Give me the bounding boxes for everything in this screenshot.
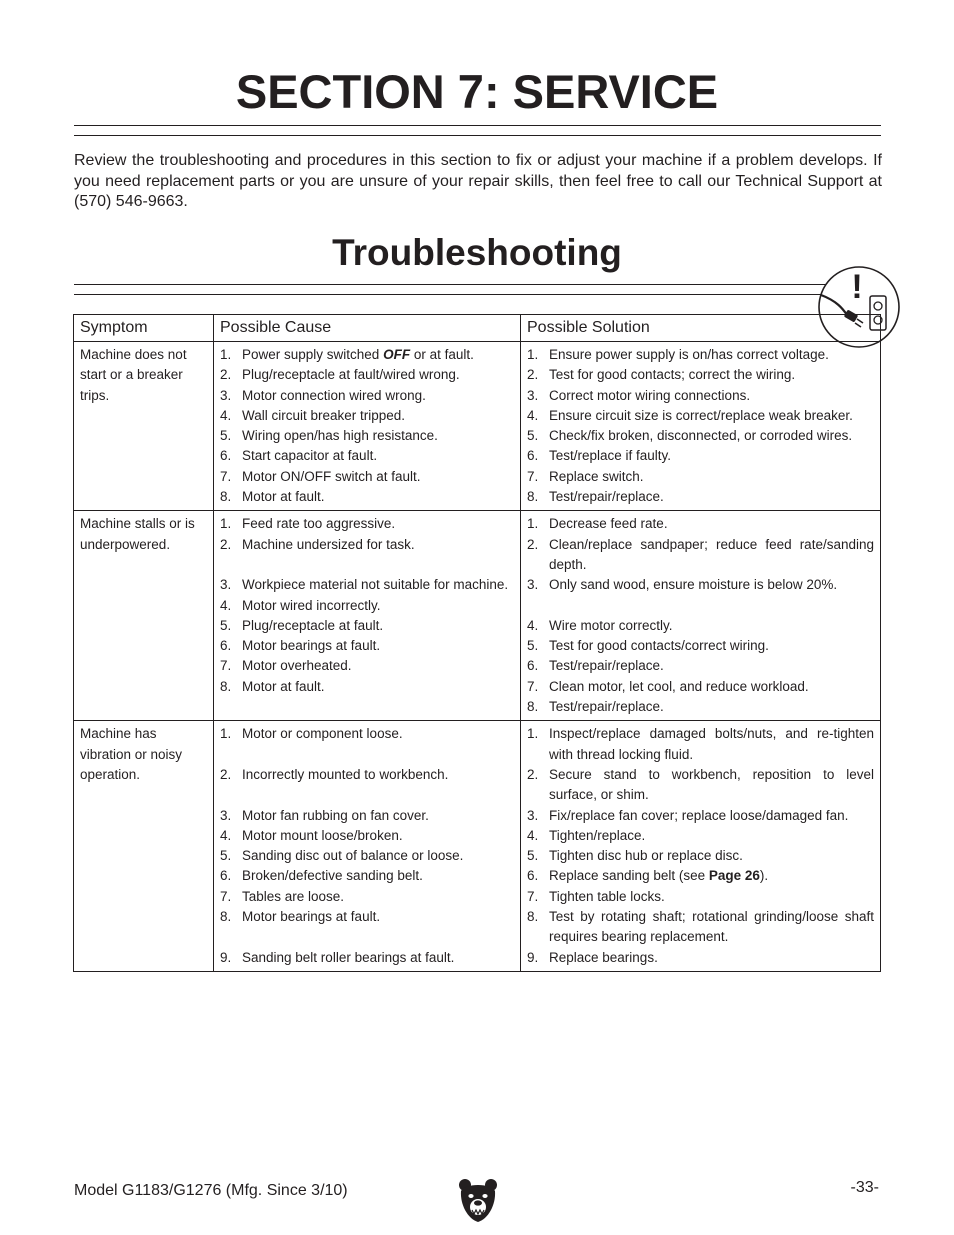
list-item	[220, 948, 514, 968]
section-rule-lower	[74, 135, 881, 136]
item-number: 2.	[220, 766, 232, 782]
item-text	[242, 616, 514, 636]
item-text	[549, 765, 874, 806]
item-text-part: Test/repair/replace.	[549, 658, 664, 674]
list-item	[527, 948, 874, 968]
item-text-part: Motor or component loose.	[242, 726, 403, 742]
item-text	[549, 656, 874, 676]
item-text	[242, 765, 514, 806]
item-text	[549, 386, 874, 406]
item-text-part: Test/repair/replace.	[549, 699, 664, 715]
page-reference: Page 26	[708, 868, 760, 884]
item-text	[549, 846, 874, 866]
item-number: 7.	[220, 658, 232, 674]
header-possible-cause: Possible Cause	[214, 315, 521, 342]
item-number: 5.	[527, 428, 539, 444]
item-number: 4.	[527, 617, 539, 633]
list-item	[527, 406, 874, 426]
item-number: 4.	[220, 827, 232, 843]
list-item	[527, 826, 874, 846]
solution-cell	[521, 511, 881, 721]
item-number: 1.	[527, 516, 539, 532]
item-text-part: Replace sanding belt (see	[549, 868, 709, 884]
list-item	[527, 806, 874, 826]
item-text	[242, 948, 514, 968]
item-text	[549, 345, 874, 365]
item-number: 3.	[220, 807, 232, 823]
item-text-part: ).	[759, 868, 769, 884]
section-rule	[74, 125, 881, 126]
list-item	[527, 345, 874, 365]
item-text	[549, 426, 874, 446]
item-number: 8.	[220, 489, 232, 505]
item-number: 2.	[527, 367, 539, 383]
item-text-part: Correct motor wiring connections.	[549, 387, 751, 403]
footer-model: Model G1183/G1276 (Mfg. Since 3/10)	[74, 1182, 348, 1199]
list-item	[527, 765, 874, 806]
section-title: SECTION 7: SERVICE	[235, 65, 719, 118]
list-item	[220, 386, 514, 406]
item-text	[549, 677, 874, 697]
item-text-part: Incorrectly mounted to workbench.	[242, 766, 449, 782]
item-text-part: Inspect/replace damaged bolts/nuts, and re-tighten with thread locking fluid.	[549, 726, 874, 762]
list-item	[220, 826, 514, 846]
list-item	[220, 487, 514, 507]
item-text-part: Motor connection wired wrong.	[242, 387, 426, 403]
cause-list	[220, 514, 514, 697]
list-item	[220, 446, 514, 466]
item-number: 2.	[220, 367, 232, 383]
item-number: 3.	[527, 807, 539, 823]
item-text	[242, 446, 514, 466]
item-number: 7.	[220, 468, 232, 484]
item-text	[549, 948, 874, 968]
item-text-part: Test by rotating shaft; rotational grinding/loose shaft requires bearing replacement.	[549, 909, 874, 945]
item-text	[549, 514, 874, 534]
item-number: 3.	[527, 577, 539, 593]
item-number: 7.	[220, 888, 232, 904]
item-text-part: Power supply switched	[242, 347, 384, 362]
item-number: 6.	[527, 448, 539, 464]
item-text	[242, 575, 514, 595]
cause-list	[220, 724, 514, 968]
item-number: 5.	[220, 848, 232, 864]
item-text	[242, 514, 514, 534]
symptom-cell: Machine has vibration or noisy operation.	[74, 721, 214, 972]
troubleshooting-title: Troubleshooting	[332, 232, 622, 273]
list-item	[220, 866, 514, 886]
item-text	[242, 724, 514, 765]
list-item	[527, 386, 874, 406]
troubleshooting-rule	[74, 284, 832, 285]
item-text-part: Motor overheated.	[242, 658, 352, 674]
list-item	[527, 446, 874, 466]
list-item	[527, 677, 874, 697]
item-number: 4.	[220, 597, 232, 613]
item-text	[242, 386, 514, 406]
footer-page-number: -33-	[850, 1179, 879, 1196]
item-number: 1.	[220, 726, 232, 742]
item-text	[549, 446, 874, 466]
item-text	[242, 365, 514, 385]
item-number: 3.	[220, 387, 232, 403]
item-number: 1.	[220, 347, 232, 362]
item-text-part: Test/repair/replace.	[549, 489, 664, 505]
item-text	[242, 826, 514, 846]
item-text-part: Motor fan rubbing on fan cover.	[242, 807, 429, 823]
solution-list	[527, 724, 874, 968]
item-text-part: Wall circuit breaker tripped.	[242, 407, 406, 423]
cause-cell	[214, 342, 521, 511]
list-item	[220, 806, 514, 826]
item-text-part: Decrease feed rate.	[549, 516, 668, 532]
list-item	[527, 636, 874, 656]
list-item	[220, 345, 514, 365]
item-number: 8.	[220, 678, 232, 694]
list-item	[527, 365, 874, 385]
list-item	[220, 846, 514, 866]
item-text-part: Motor at fault.	[242, 678, 325, 694]
item-number: 7.	[527, 888, 539, 904]
item-number: 6.	[220, 868, 232, 884]
item-text-part: Secure stand to workbench, reposition to level surface, or shim.	[549, 766, 874, 803]
item-number: 8.	[527, 699, 539, 715]
troubleshooting-table	[73, 314, 881, 972]
item-number: 1.	[527, 347, 539, 362]
symptom-cell: Machine stalls or is underpowered.	[74, 511, 214, 721]
list-item	[220, 907, 514, 948]
item-text	[549, 866, 874, 886]
list-item	[527, 487, 874, 507]
item-text-part: Replace switch.	[549, 468, 644, 484]
item-number: 5.	[527, 638, 539, 654]
list-item	[527, 887, 874, 907]
item-text-part: Feed rate too aggressive.	[242, 516, 396, 532]
item-text-part: Test for good contacts/correct wiring.	[549, 638, 769, 654]
list-item	[220, 596, 514, 616]
list-item	[527, 846, 874, 866]
item-number: 4.	[527, 827, 539, 843]
list-item	[220, 656, 514, 676]
item-text-part: or at fault.	[410, 347, 474, 362]
item-text-part: Workpiece material not suitable for machine.	[242, 577, 509, 593]
item-text	[549, 806, 874, 826]
solution-cell	[521, 342, 881, 511]
item-text	[242, 907, 514, 948]
item-number: 6.	[527, 658, 539, 674]
list-item	[220, 575, 514, 595]
list-item	[220, 406, 514, 426]
item-number: 4.	[527, 407, 539, 423]
item-number: 5.	[220, 428, 232, 444]
item-text	[549, 487, 874, 507]
item-number: 6.	[220, 448, 232, 464]
item-text-part: Sanding belt roller bearings at fault.	[242, 949, 455, 965]
table-row	[74, 511, 881, 721]
item-text-part: Ensure circuit size is correct/replace weak breaker.	[549, 407, 853, 423]
item-number: 2.	[220, 536, 232, 552]
item-text-part: Replace bearings.	[549, 949, 658, 965]
table-row	[74, 721, 881, 972]
item-text	[549, 697, 874, 717]
item-text-part: Tighten table locks.	[549, 888, 665, 904]
list-item	[220, 514, 514, 534]
item-number: 2.	[527, 766, 539, 782]
item-text	[242, 487, 514, 507]
item-text	[242, 677, 514, 697]
solution-list	[527, 345, 874, 507]
item-number: 5.	[220, 617, 232, 633]
item-text	[549, 636, 874, 656]
item-text	[242, 535, 514, 576]
item-text-part: Motor wired incorrectly.	[242, 597, 381, 613]
item-text-part: Motor at fault.	[242, 489, 325, 505]
list-item	[527, 866, 874, 886]
item-text-part: Clean motor, let cool, and reduce workload.	[549, 678, 809, 694]
item-number: 5.	[527, 848, 539, 864]
item-text-part: Motor mount loose/broken.	[242, 827, 403, 843]
item-number: 9.	[220, 949, 232, 965]
item-number: 1.	[220, 516, 232, 532]
table-row	[74, 342, 881, 511]
list-item	[220, 467, 514, 487]
list-item	[220, 365, 514, 385]
cause-cell	[214, 511, 521, 721]
list-item	[527, 467, 874, 487]
list-item	[527, 656, 874, 676]
item-number: 7.	[527, 468, 539, 484]
item-number: 6.	[220, 638, 232, 654]
item-number: 8.	[220, 909, 232, 925]
item-text	[549, 887, 874, 907]
item-number: 3.	[220, 577, 232, 593]
item-text-part: Test/replace if faulty.	[549, 448, 672, 464]
item-text-part: Sanding disc out of balance or loose.	[242, 848, 464, 864]
item-number: 1.	[527, 726, 539, 742]
list-item	[527, 616, 874, 636]
list-item	[220, 535, 514, 576]
list-item	[527, 907, 874, 948]
item-text	[549, 724, 874, 765]
item-text	[549, 616, 874, 636]
item-text-part: Start capacitor at fault.	[242, 448, 378, 464]
item-text-part: Motor bearings at fault.	[242, 909, 381, 925]
item-number: 7.	[527, 678, 539, 694]
header-possible-solution: Possible Solution	[521, 315, 881, 342]
cause-list	[220, 345, 514, 507]
list-item	[220, 677, 514, 697]
item-text-part: Fix/replace fan cover; replace loose/damaged fan.	[549, 807, 849, 823]
list-item	[220, 765, 514, 806]
table-header-row	[74, 315, 881, 342]
list-item	[527, 575, 874, 616]
item-text	[242, 656, 514, 676]
item-text-part: Wire motor correctly.	[549, 617, 673, 633]
item-text-part: Wiring open/has high resistance.	[242, 428, 438, 444]
intro-paragraph: Review the troubleshooting and procedures in this section to fix or adjust your machine if a problem develops. If you need replacement parts or you are unsure of your repair skills, then feel free to call our Technical Support at (570) 546-9663.	[74, 152, 882, 210]
item-number: 8.	[527, 489, 539, 505]
item-text-part: Plug/receptacle at fault.	[242, 617, 384, 633]
list-item	[527, 514, 874, 534]
item-text	[549, 467, 874, 487]
emphasis-text: OFF	[383, 347, 411, 362]
item-text	[242, 846, 514, 866]
item-number: 2.	[527, 536, 539, 552]
item-text	[242, 806, 514, 826]
item-text-part: Ensure power supply is on/has correct voltage.	[549, 347, 829, 362]
item-text	[549, 907, 874, 948]
list-item	[527, 535, 874, 576]
item-text	[242, 467, 514, 487]
item-text-part: Motor bearings at fault.	[242, 638, 381, 654]
item-text-part: Motor ON/OFF switch at fault.	[242, 468, 421, 484]
item-text	[242, 887, 514, 907]
troubleshooting-rule-lower	[74, 294, 824, 295]
item-text-part: Tighten disc hub or replace disc.	[549, 848, 743, 864]
list-item	[220, 636, 514, 656]
cause-cell	[214, 721, 521, 972]
solution-cell	[521, 721, 881, 972]
symptom-cell: Machine does not start or a breaker trips.	[74, 342, 214, 511]
list-item	[527, 697, 874, 717]
item-text	[549, 826, 874, 846]
list-item	[527, 724, 874, 765]
item-text	[242, 426, 514, 446]
list-item	[220, 887, 514, 907]
item-text-part: Broken/defective sanding belt.	[242, 868, 423, 884]
item-text-part: Plug/receptacle at fault/wired wrong.	[242, 367, 460, 383]
item-text-part: Check/fix broken, disconnected, or corroded wires.	[549, 428, 853, 444]
warning-exclamation: !	[851, 268, 863, 306]
item-text	[549, 406, 874, 426]
item-text	[242, 406, 514, 426]
item-text	[242, 345, 514, 365]
item-text-part: Clean/replace sandpaper; reduce feed rate/sanding depth.	[549, 536, 874, 572]
solution-list	[527, 514, 874, 717]
list-item	[220, 616, 514, 636]
item-number: 8.	[527, 909, 539, 925]
item-number: 9.	[527, 949, 539, 965]
item-text	[549, 575, 874, 616]
item-text	[242, 866, 514, 886]
item-text-part: Only sand wood, ensure moisture is below 20%.	[549, 577, 838, 593]
item-text	[242, 596, 514, 616]
item-number: 4.	[220, 407, 232, 423]
list-item	[527, 426, 874, 446]
item-text	[242, 636, 514, 656]
item-text-part: Test for good contacts; correct the wiring.	[549, 367, 796, 383]
item-number: 3.	[527, 387, 539, 403]
item-text	[549, 365, 874, 385]
item-text-part: Tighten/replace.	[549, 827, 646, 843]
list-item	[220, 724, 514, 765]
item-text-part: Tables are loose.	[242, 888, 345, 904]
item-number: 6.	[527, 868, 539, 884]
item-text-part: Machine undersized for task.	[242, 536, 415, 552]
item-text	[549, 535, 874, 576]
grizzly-bear-logo	[458, 1177, 498, 1223]
list-item	[220, 426, 514, 446]
header-symptom: Symptom	[74, 315, 214, 342]
